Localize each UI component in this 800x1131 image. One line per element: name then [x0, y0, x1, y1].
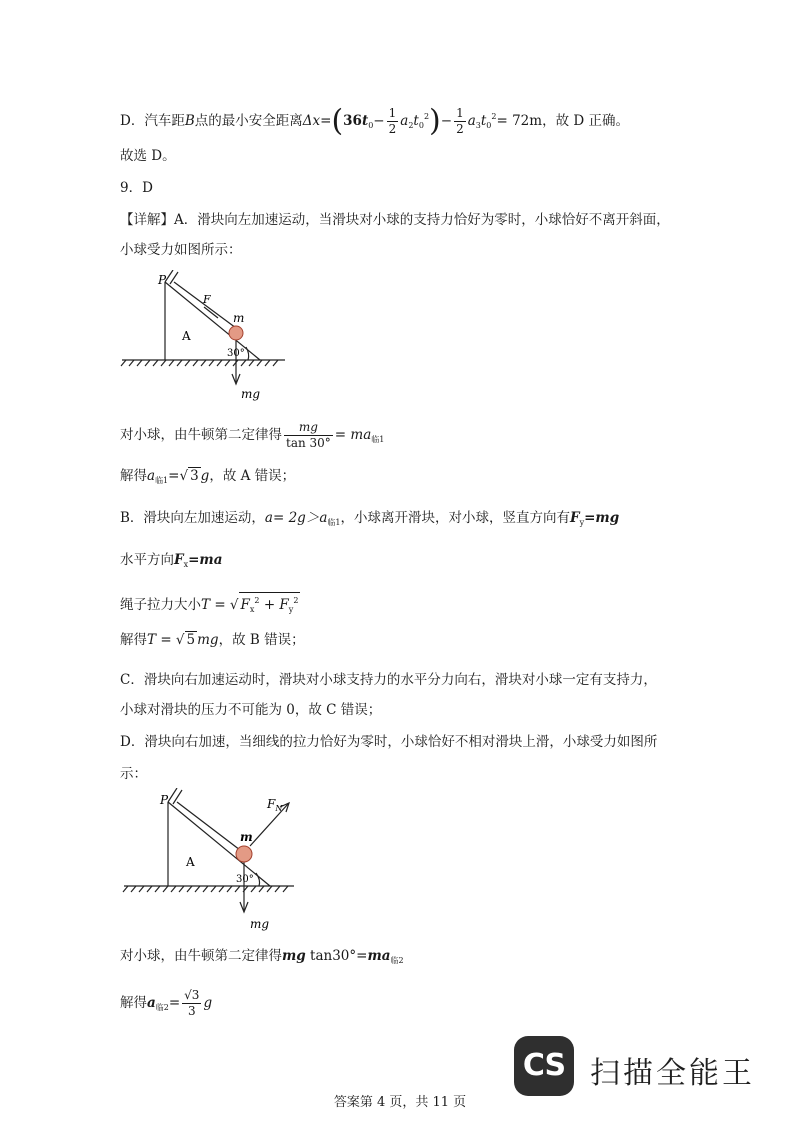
- detail-a-line: 【详解】A．滑块向左加速运动，当滑块对小球的支持力恰好为零时，小球恰好不离开斜面，: [120, 212, 670, 228]
- option-c-line1: C．滑块向右加速运动时，滑块对小球支持力的水平分力向右，滑块对小球一定有支持力，: [120, 672, 657, 688]
- newton-eq-1: 对小球，由牛顿第二定律得 $\frac{mg}{\tan 30^\circ}$ = $ma_{临1}$: [120, 420, 385, 450]
- line-d-min-distance: D．汽车距B点的最小安全距离$\Delta x=(36t_0-$ $\frac{1}{2}$ $a_2t_0^2)-$ $\frac{1}{2}$ $a_3t_0^2= 72m$，故 D 正确。: [120, 103, 629, 139]
- fraction-half: $\frac{1}{2}$: [388, 106, 397, 136]
- fraction-half-2: $\frac{1}{2}$: [456, 106, 464, 136]
- wedge-incline: [165, 282, 260, 360]
- label-fn: $F_N$: [267, 797, 283, 813]
- label-f: F: [203, 293, 211, 306]
- rope-tension-eq: 绳子拉力大小T = √ $F_x^2 + F_y^2$: [120, 592, 300, 618]
- fraction-mg-tan30: $\frac{mg}{\tan 30^\circ}$: [286, 420, 331, 450]
- option-d-line1: D．滑块向右加速，当细线的拉力恰好为零时，小球恰好不相对滑块上滑，小球受力如图所: [120, 734, 658, 750]
- wedge-incline: [168, 802, 270, 886]
- solve-a: 解得$a_{临1}=√$ 3 g，故 A 错误；: [120, 468, 296, 485]
- label-a: A: [182, 329, 191, 343]
- newton-eq-2: 对小球，由牛顿第二定律得mg $\tan 30^\circ=ma_{临2}$: [120, 948, 404, 965]
- force-diagram-2: [120, 788, 305, 938]
- label-p: P: [160, 793, 169, 807]
- horizontal-eq: 水平方向$F_x=ma$: [120, 552, 223, 569]
- label-mg: mg: [250, 917, 270, 931]
- option-b-line: B．滑块向左加速运动，$a= 2g>a_{临1}$，小球离开滑块，对小球，竖直方向有$F_y=mg$: [120, 510, 620, 527]
- ball: [236, 846, 252, 862]
- page-footer: 答案第 4 页，共 11 页: [333, 1095, 467, 1110]
- string: [177, 802, 240, 850]
- label-mg: mg: [241, 387, 261, 401]
- ball: [229, 326, 243, 340]
- angle-arc: [246, 347, 249, 360]
- label-m: m: [233, 311, 245, 325]
- ground-hatch: [121, 360, 278, 366]
- label-a: A: [186, 855, 195, 869]
- label-m: m: [240, 830, 253, 844]
- label-angle: 30°: [236, 874, 254, 885]
- label-p: P: [158, 273, 167, 287]
- solve-a2: 解得$a_{临2}=$ $\frac{√3}{3}$ g: [120, 988, 213, 1018]
- force-diagram-1: [120, 270, 300, 410]
- camscanner-text: 扫描全能王: [590, 1056, 755, 1091]
- pulley-post-2: [165, 270, 173, 282]
- label-angle: 30°: [227, 348, 245, 359]
- ground-hatch: [123, 886, 288, 892]
- choose-d: 故选 D。: [120, 148, 176, 164]
- fraction-sqrt3-over-3: $\frac{√3}{3}$: [184, 988, 200, 1018]
- force-diagram-caption-1: 小球受力如图所示：: [120, 242, 242, 258]
- camscanner-logo: CS: [514, 1036, 574, 1096]
- question-9: 9．D: [120, 180, 153, 196]
- option-c-line2: 小球对滑块的压力不可能为 0，故 C 错误；: [120, 702, 382, 718]
- option-d-line2: 示：: [120, 766, 147, 782]
- solve-t: 解得T = √ 5 mg，故 B 错误；: [120, 632, 305, 648]
